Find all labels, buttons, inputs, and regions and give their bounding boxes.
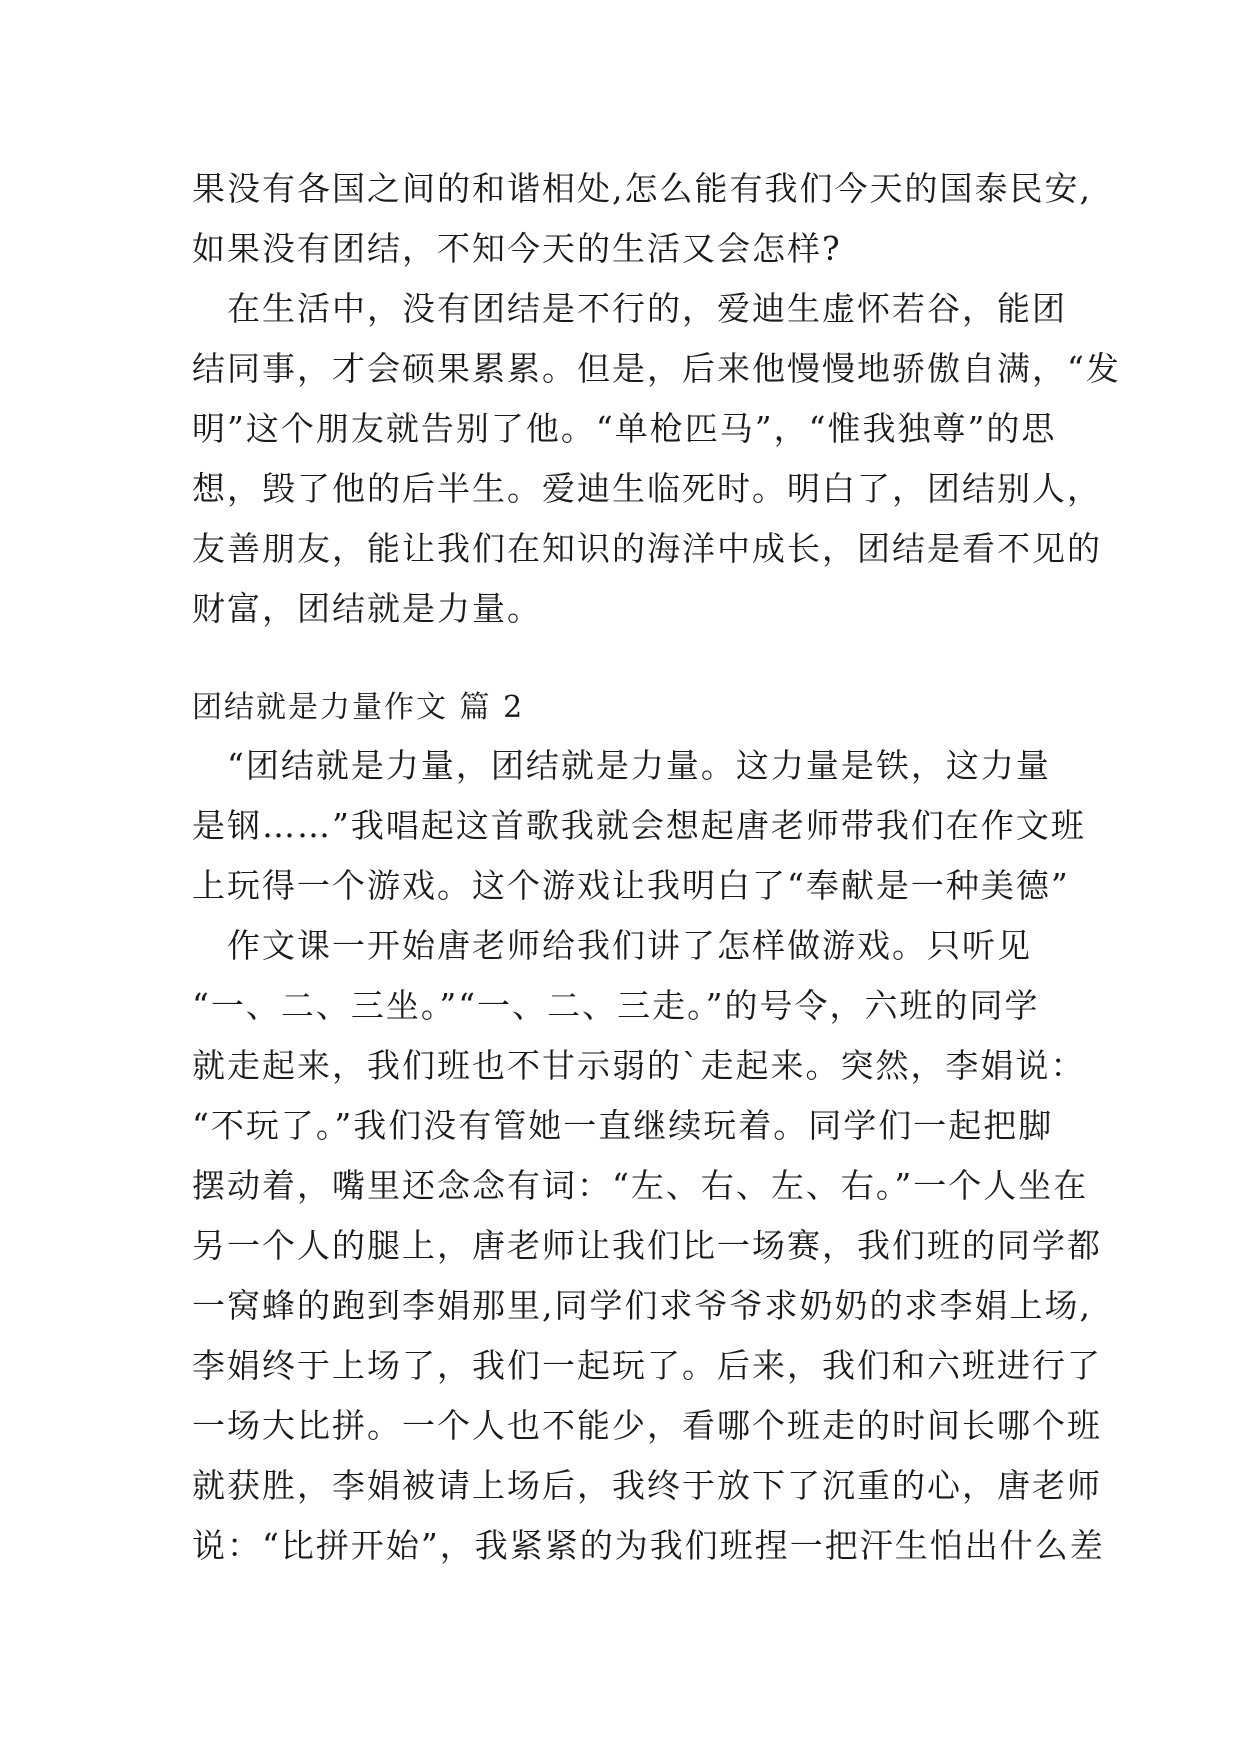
section-heading: 团结就是力量作文 篇 2: [192, 690, 525, 725]
text-line: 是钢……”我唱起这首歌我就会想起唐老师带我们在作文班: [192, 806, 1086, 845]
text-line: 想，毁了他的后半生。爱迪生临死时。明白了，团结别人，: [192, 469, 1102, 508]
text-line: 一窝蜂的跑到李娟那里,同学们求爷爷求奶奶的求李娟上场,: [192, 1286, 1092, 1325]
text-line: 上玩得一个游戏。这个游戏让我明白了“奉献是一种美德”: [192, 866, 1070, 905]
text-line: 就获胜，李娟被请上场后，我终于放下了沉重的心，唐老师: [192, 1466, 1102, 1505]
text-line: 如果没有团结，不知今天的生活又会怎样?: [192, 229, 842, 268]
text-line: 就走起来，我们班也不甘示弱的`走起来。突然，李娟说：: [192, 1046, 1086, 1085]
text-line: 明”这个朋友就告别了他。“单枪匹马”，“惟我独尊”的思: [192, 409, 1057, 448]
paragraph-start-line: “团结就是力量，团结就是力量。这力量是铁，这力量: [192, 746, 1051, 785]
text-line: 友善朋友，能让我们在知识的海洋中成长，团结是看不见的: [192, 529, 1102, 568]
text-line: 一场大比拼。一个人也不能少，看哪个班走的时间长哪个班: [192, 1406, 1102, 1445]
text-line: 李娟终于上场了，我们一起玩了。后来，我们和六班进行了: [192, 1346, 1102, 1385]
text-line: “不玩了。”我们没有管她一直继续玩着。同学们一起把脚: [192, 1106, 1054, 1145]
text-line: 另一个人的腿上，唐老师让我们比一场赛，我们班的同学都: [192, 1226, 1102, 1265]
text-line: “一、二、三坐。”“一、二、三走。”的号令，六班的同学: [192, 986, 1040, 1025]
text-line: 财富，团结就是力量。: [192, 589, 542, 628]
text-line: 说：“比拼开始”，我紧紧的为我们班捏一把汗生怕出什么差: [192, 1526, 1105, 1565]
paragraph-start-line: 在生活中，没有团结是不行的，爱迪生虚怀若谷，能团: [192, 289, 1067, 328]
paragraph-start-line: 作文课一开始唐老师给我们讲了怎样做游戏。只听见: [192, 926, 1032, 965]
text-line: 摆动着，嘴里还念念有词：“左、右、左、右。”一个人坐在: [192, 1166, 1089, 1205]
text-line: 果没有各国之间的和谐相处,怎么能有我们今天的国泰民安,: [192, 169, 1092, 208]
text-line: 结同事，才会硕果累累。但是，后来他慢慢地骄傲自满，“发: [192, 349, 1121, 388]
